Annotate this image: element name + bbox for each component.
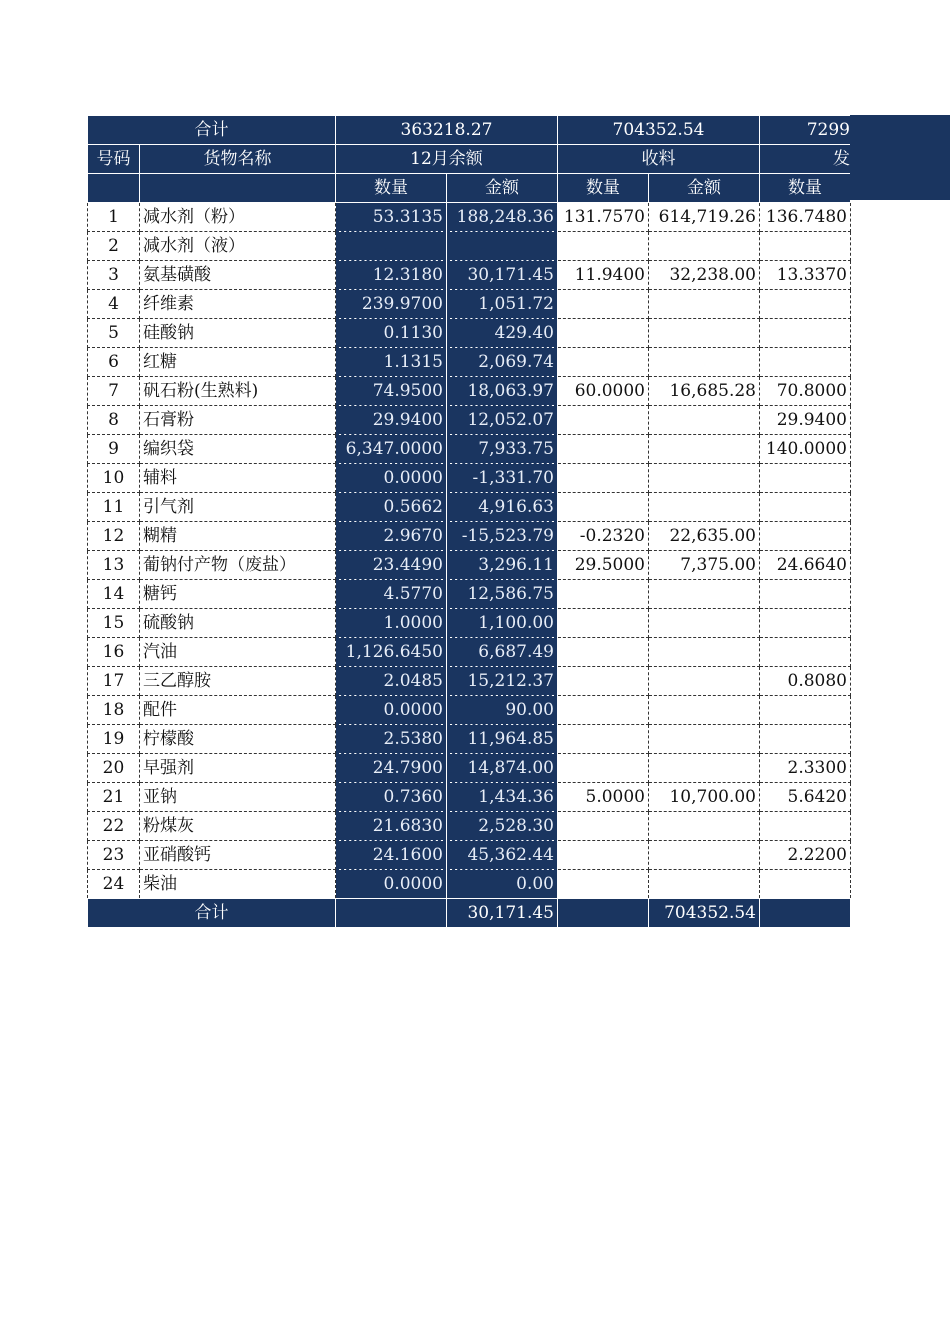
footer-rec-qty[interactable] [558,899,649,928]
row-balance-qty[interactable]: 24.7900 [336,754,447,783]
row-item-name[interactable]: 葡钠付产物（废盐） [140,551,336,580]
table-row [88,261,851,290]
row-issued-qty[interactable] [760,232,851,261]
row-received-amount[interactable] [649,319,760,348]
row-balance-qty[interactable]: 53.3135 [336,203,447,232]
row-balance-qty[interactable]: 6,347.0000 [336,435,447,464]
row-item-name[interactable]: 亚钠 [140,783,336,812]
row-balance-amount[interactable]: 90.00 [447,696,558,725]
row-issued-qty[interactable]: 0.8080 [760,667,851,696]
row-balance-qty[interactable]: 0.7360 [336,783,447,812]
row-balance-amount[interactable]: -1,331.70 [447,464,558,493]
summary-total-balance[interactable]: 363218.27 [336,116,558,145]
summary-total-label: 合计 [88,116,336,145]
row-received-amount[interactable] [649,406,760,435]
summary-total-issued[interactable]: 7299 [760,116,851,145]
row-received-qty[interactable] [558,841,649,870]
row-received-qty[interactable] [558,493,649,522]
sub-header-qty: 数量 [336,174,447,203]
row-index[interactable]: 12 [88,522,140,551]
row-item-name[interactable]: 氨基磺酸 [140,261,336,290]
summary-header-row [88,116,851,145]
table-row [88,522,851,551]
header-overflow-fill [850,115,950,200]
row-balance-amount[interactable]: 0.00 [447,870,558,899]
footer-bal-amt[interactable]: 30,171.45 [447,899,558,928]
row-received-qty[interactable] [558,609,649,638]
row-received-qty[interactable] [558,870,649,899]
row-index[interactable]: 16 [88,638,140,667]
row-received-qty[interactable] [558,696,649,725]
row-balance-amount[interactable]: 15,212.37 [447,667,558,696]
row-balance-amount[interactable]: 11,964.85 [447,725,558,754]
row-received-qty[interactable]: 11.9400 [558,261,649,290]
row-item-name[interactable]: 引气剂 [140,493,336,522]
row-received-amount[interactable] [649,841,760,870]
row-issued-qty[interactable]: 5.6420 [760,783,851,812]
row-index[interactable]: 10 [88,464,140,493]
row-issued-qty[interactable] [760,725,851,754]
row-issued-qty[interactable]: 13.3370 [760,261,851,290]
table-row [88,609,851,638]
table-row [88,348,851,377]
row-received-amount[interactable]: 22,635.00 [649,522,760,551]
table-row [88,783,851,812]
row-received-qty[interactable] [558,348,649,377]
row-issued-qty[interactable] [760,870,851,899]
sub-header-amount: 金额 [649,174,760,203]
row-balance-qty[interactable]: 0.0000 [336,696,447,725]
table-row [88,638,851,667]
row-item-name[interactable]: 减水剂（粉） [140,203,336,232]
row-received-amount[interactable]: 614,719.26 [649,203,760,232]
table-row [88,319,851,348]
row-balance-qty[interactable]: 0.1130 [336,319,447,348]
row-balance-qty[interactable]: 1.1315 [336,348,447,377]
row-issued-qty[interactable] [760,493,851,522]
row-balance-amount[interactable]: 1,434.36 [447,783,558,812]
table-row [88,406,851,435]
row-index[interactable]: 1 [88,203,140,232]
row-balance-qty[interactable] [336,232,447,261]
row-item-name[interactable]: 粉煤灰 [140,812,336,841]
row-item-name[interactable]: 早强剂 [140,754,336,783]
row-received-qty[interactable] [558,464,649,493]
row-balance-amount[interactable]: 429.40 [447,319,558,348]
row-index[interactable]: 3 [88,261,140,290]
row-issued-qty[interactable]: 2.3300 [760,754,851,783]
sub-header-amount: 金额 [447,174,558,203]
row-item-name[interactable]: 编织袋 [140,435,336,464]
table-row [88,203,851,232]
row-item-name[interactable]: 石膏粉 [140,406,336,435]
inventory-sheet [87,115,851,928]
table-body [88,203,851,899]
summary-total-received[interactable]: 704352.54 [558,116,760,145]
table-row [88,435,851,464]
row-balance-qty[interactable]: 12.3180 [336,261,447,290]
row-item-name[interactable]: 亚硝酸钙 [140,841,336,870]
sub-header-blank [88,174,140,203]
row-item-name[interactable]: 硫酸钠 [140,609,336,638]
row-issued-qty[interactable]: 140.0000 [760,435,851,464]
row-issued-qty[interactable] [760,696,851,725]
row-balance-amount[interactable] [447,232,558,261]
row-index[interactable]: 15 [88,609,140,638]
row-received-amount[interactable] [649,870,760,899]
row-index[interactable]: 2 [88,232,140,261]
row-item-name[interactable]: 矾石粉(生熟料) [140,377,336,406]
table-row [88,754,851,783]
row-balance-amount[interactable]: -15,523.79 [447,522,558,551]
row-received-qty[interactable]: 60.0000 [558,377,649,406]
row-issued-qty[interactable] [760,580,851,609]
footer-total-label: 合计 [88,899,336,928]
row-received-qty[interactable] [558,812,649,841]
table-row [88,812,851,841]
row-received-amount[interactable] [649,754,760,783]
row-balance-qty[interactable]: 0.5662 [336,493,447,522]
row-issued-qty[interactable]: 2.2200 [760,841,851,870]
row-issued-qty[interactable] [760,522,851,551]
row-index[interactable]: 23 [88,841,140,870]
sub-header-qty: 数量 [760,174,851,203]
row-issued-qty[interactable]: 136.7480 [760,203,851,232]
row-balance-amount[interactable]: 4,916.63 [447,493,558,522]
row-received-amount[interactable]: 32,238.00 [649,261,760,290]
row-received-qty[interactable]: 29.5000 [558,551,649,580]
row-item-name[interactable]: 柴油 [140,870,336,899]
row-index[interactable]: 13 [88,551,140,580]
row-issued-qty[interactable] [760,319,851,348]
row-index[interactable]: 5 [88,319,140,348]
row-balance-qty[interactable]: 2.5380 [336,725,447,754]
row-balance-qty[interactable]: 239.9700 [336,290,447,319]
row-received-amount[interactable] [649,725,760,754]
row-balance-qty[interactable]: 2.9670 [336,522,447,551]
row-index[interactable]: 19 [88,725,140,754]
row-received-amount[interactable] [649,348,760,377]
row-balance-qty[interactable]: 2.0485 [336,667,447,696]
row-index[interactable]: 18 [88,696,140,725]
row-index[interactable]: 4 [88,290,140,319]
row-received-amount[interactable] [649,580,760,609]
table-row [88,667,851,696]
row-index[interactable]: 11 [88,493,140,522]
footer-rec-amt[interactable]: 704352.54 [649,899,760,928]
row-index[interactable]: 9 [88,435,140,464]
row-item-name[interactable]: 减水剂（液） [140,232,336,261]
row-received-qty[interactable] [558,580,649,609]
table-row [88,870,851,899]
row-balance-amount[interactable]: 6,687.49 [447,638,558,667]
row-received-amount[interactable] [649,290,760,319]
row-balance-amount[interactable]: 2,528.30 [447,812,558,841]
row-item-name[interactable]: 配件 [140,696,336,725]
row-received-amount[interactable] [649,493,760,522]
row-balance-qty[interactable]: 23.4490 [336,551,447,580]
row-received-amount[interactable] [649,696,760,725]
table-row [88,841,851,870]
table-row [88,551,851,580]
row-issued-qty[interactable] [760,638,851,667]
group-header-row [88,145,851,174]
row-received-qty[interactable] [558,754,649,783]
row-index[interactable]: 17 [88,667,140,696]
row-balance-qty[interactable]: 24.1600 [336,841,447,870]
row-issued-qty[interactable]: 70.8000 [760,377,851,406]
row-issued-qty[interactable] [760,464,851,493]
row-index[interactable]: 8 [88,406,140,435]
row-received-amount[interactable] [649,435,760,464]
row-balance-amount[interactable]: 45,362.44 [447,841,558,870]
table-row [88,290,851,319]
row-index[interactable]: 7 [88,377,140,406]
table-row [88,493,851,522]
row-received-amount[interactable] [649,667,760,696]
table-row [88,232,851,261]
row-balance-amount[interactable]: 12,586.75 [447,580,558,609]
inventory-table [87,115,851,928]
row-balance-amount[interactable]: 3,296.11 [447,551,558,580]
row-balance-amount[interactable]: 2,069.74 [447,348,558,377]
row-received-qty[interactable] [558,667,649,696]
row-balance-qty[interactable]: 0.0000 [336,464,447,493]
row-balance-amount[interactable]: 7,933.75 [447,435,558,464]
row-issued-qty[interactable] [760,609,851,638]
group-header-balance: 12月余额 [336,145,558,174]
table-row [88,377,851,406]
row-balance-qty[interactable]: 21.6830 [336,812,447,841]
footer-iss-qty[interactable] [760,899,851,928]
row-item-name[interactable]: 糖钙 [140,580,336,609]
sub-header-qty: 数量 [558,174,649,203]
row-received-amount[interactable]: 10,700.00 [649,783,760,812]
row-balance-amount[interactable]: 188,248.36 [447,203,558,232]
row-item-name[interactable]: 柠檬酸 [140,725,336,754]
row-index[interactable]: 14 [88,580,140,609]
row-issued-qty[interactable]: 29.9400 [760,406,851,435]
row-item-name[interactable]: 辅料 [140,464,336,493]
row-issued-qty[interactable] [760,348,851,377]
row-balance-qty[interactable]: 29.9400 [336,406,447,435]
footer-total-row [88,899,851,928]
row-received-qty[interactable]: -0.2320 [558,522,649,551]
row-issued-qty[interactable] [760,812,851,841]
table-row [88,696,851,725]
row-received-amount[interactable]: 16,685.28 [649,377,760,406]
row-received-qty[interactable] [558,290,649,319]
row-received-qty[interactable] [558,319,649,348]
row-item-name[interactable]: 红糖 [140,348,336,377]
row-index[interactable]: 21 [88,783,140,812]
row-item-name[interactable]: 汽油 [140,638,336,667]
row-received-amount[interactable]: 7,375.00 [649,551,760,580]
row-index[interactable]: 6 [88,348,140,377]
row-balance-qty[interactable]: 74.9500 [336,377,447,406]
row-received-amount[interactable] [649,232,760,261]
row-balance-amount[interactable]: 1,100.00 [447,609,558,638]
row-received-qty[interactable] [558,638,649,667]
row-balance-amount[interactable]: 14,874.00 [447,754,558,783]
row-item-name[interactable]: 三乙醇胺 [140,667,336,696]
row-index[interactable]: 24 [88,870,140,899]
table-row [88,725,851,754]
group-header-issued: 发 [760,145,851,174]
row-item-name[interactable]: 纤维素 [140,290,336,319]
row-received-qty[interactable]: 5.0000 [558,783,649,812]
row-item-name[interactable]: 糊精 [140,522,336,551]
row-received-qty[interactable]: 131.7570 [558,203,649,232]
row-balance-amount[interactable]: 1,051.72 [447,290,558,319]
table-row [88,580,851,609]
column-header-index: 号码 [88,145,140,174]
row-index[interactable]: 20 [88,754,140,783]
sub-header-blank [140,174,336,203]
table-row [88,464,851,493]
row-received-amount[interactable] [649,464,760,493]
row-balance-amount[interactable]: 30,171.45 [447,261,558,290]
row-balance-qty[interactable]: 0.0000 [336,870,447,899]
row-balance-qty[interactable]: 1,126.6450 [336,638,447,667]
group-header-received: 收料 [558,145,760,174]
column-header-name: 货物名称 [140,145,336,174]
row-balance-qty[interactable]: 4.5770 [336,580,447,609]
row-received-qty[interactable] [558,435,649,464]
row-received-amount[interactable] [649,812,760,841]
row-received-qty[interactable] [558,725,649,754]
sub-header-row [88,174,851,203]
footer-bal-qty[interactable] [336,899,447,928]
row-balance-amount[interactable]: 12,052.07 [447,406,558,435]
row-balance-amount[interactable]: 18,063.97 [447,377,558,406]
row-received-amount[interactable] [649,609,760,638]
row-issued-qty[interactable] [760,290,851,319]
row-received-amount[interactable] [649,638,760,667]
row-index[interactable]: 22 [88,812,140,841]
row-balance-qty[interactable]: 1.0000 [336,609,447,638]
row-received-qty[interactable] [558,232,649,261]
row-issued-qty[interactable]: 24.6640 [760,551,851,580]
row-received-qty[interactable] [558,406,649,435]
row-item-name[interactable]: 硅酸钠 [140,319,336,348]
